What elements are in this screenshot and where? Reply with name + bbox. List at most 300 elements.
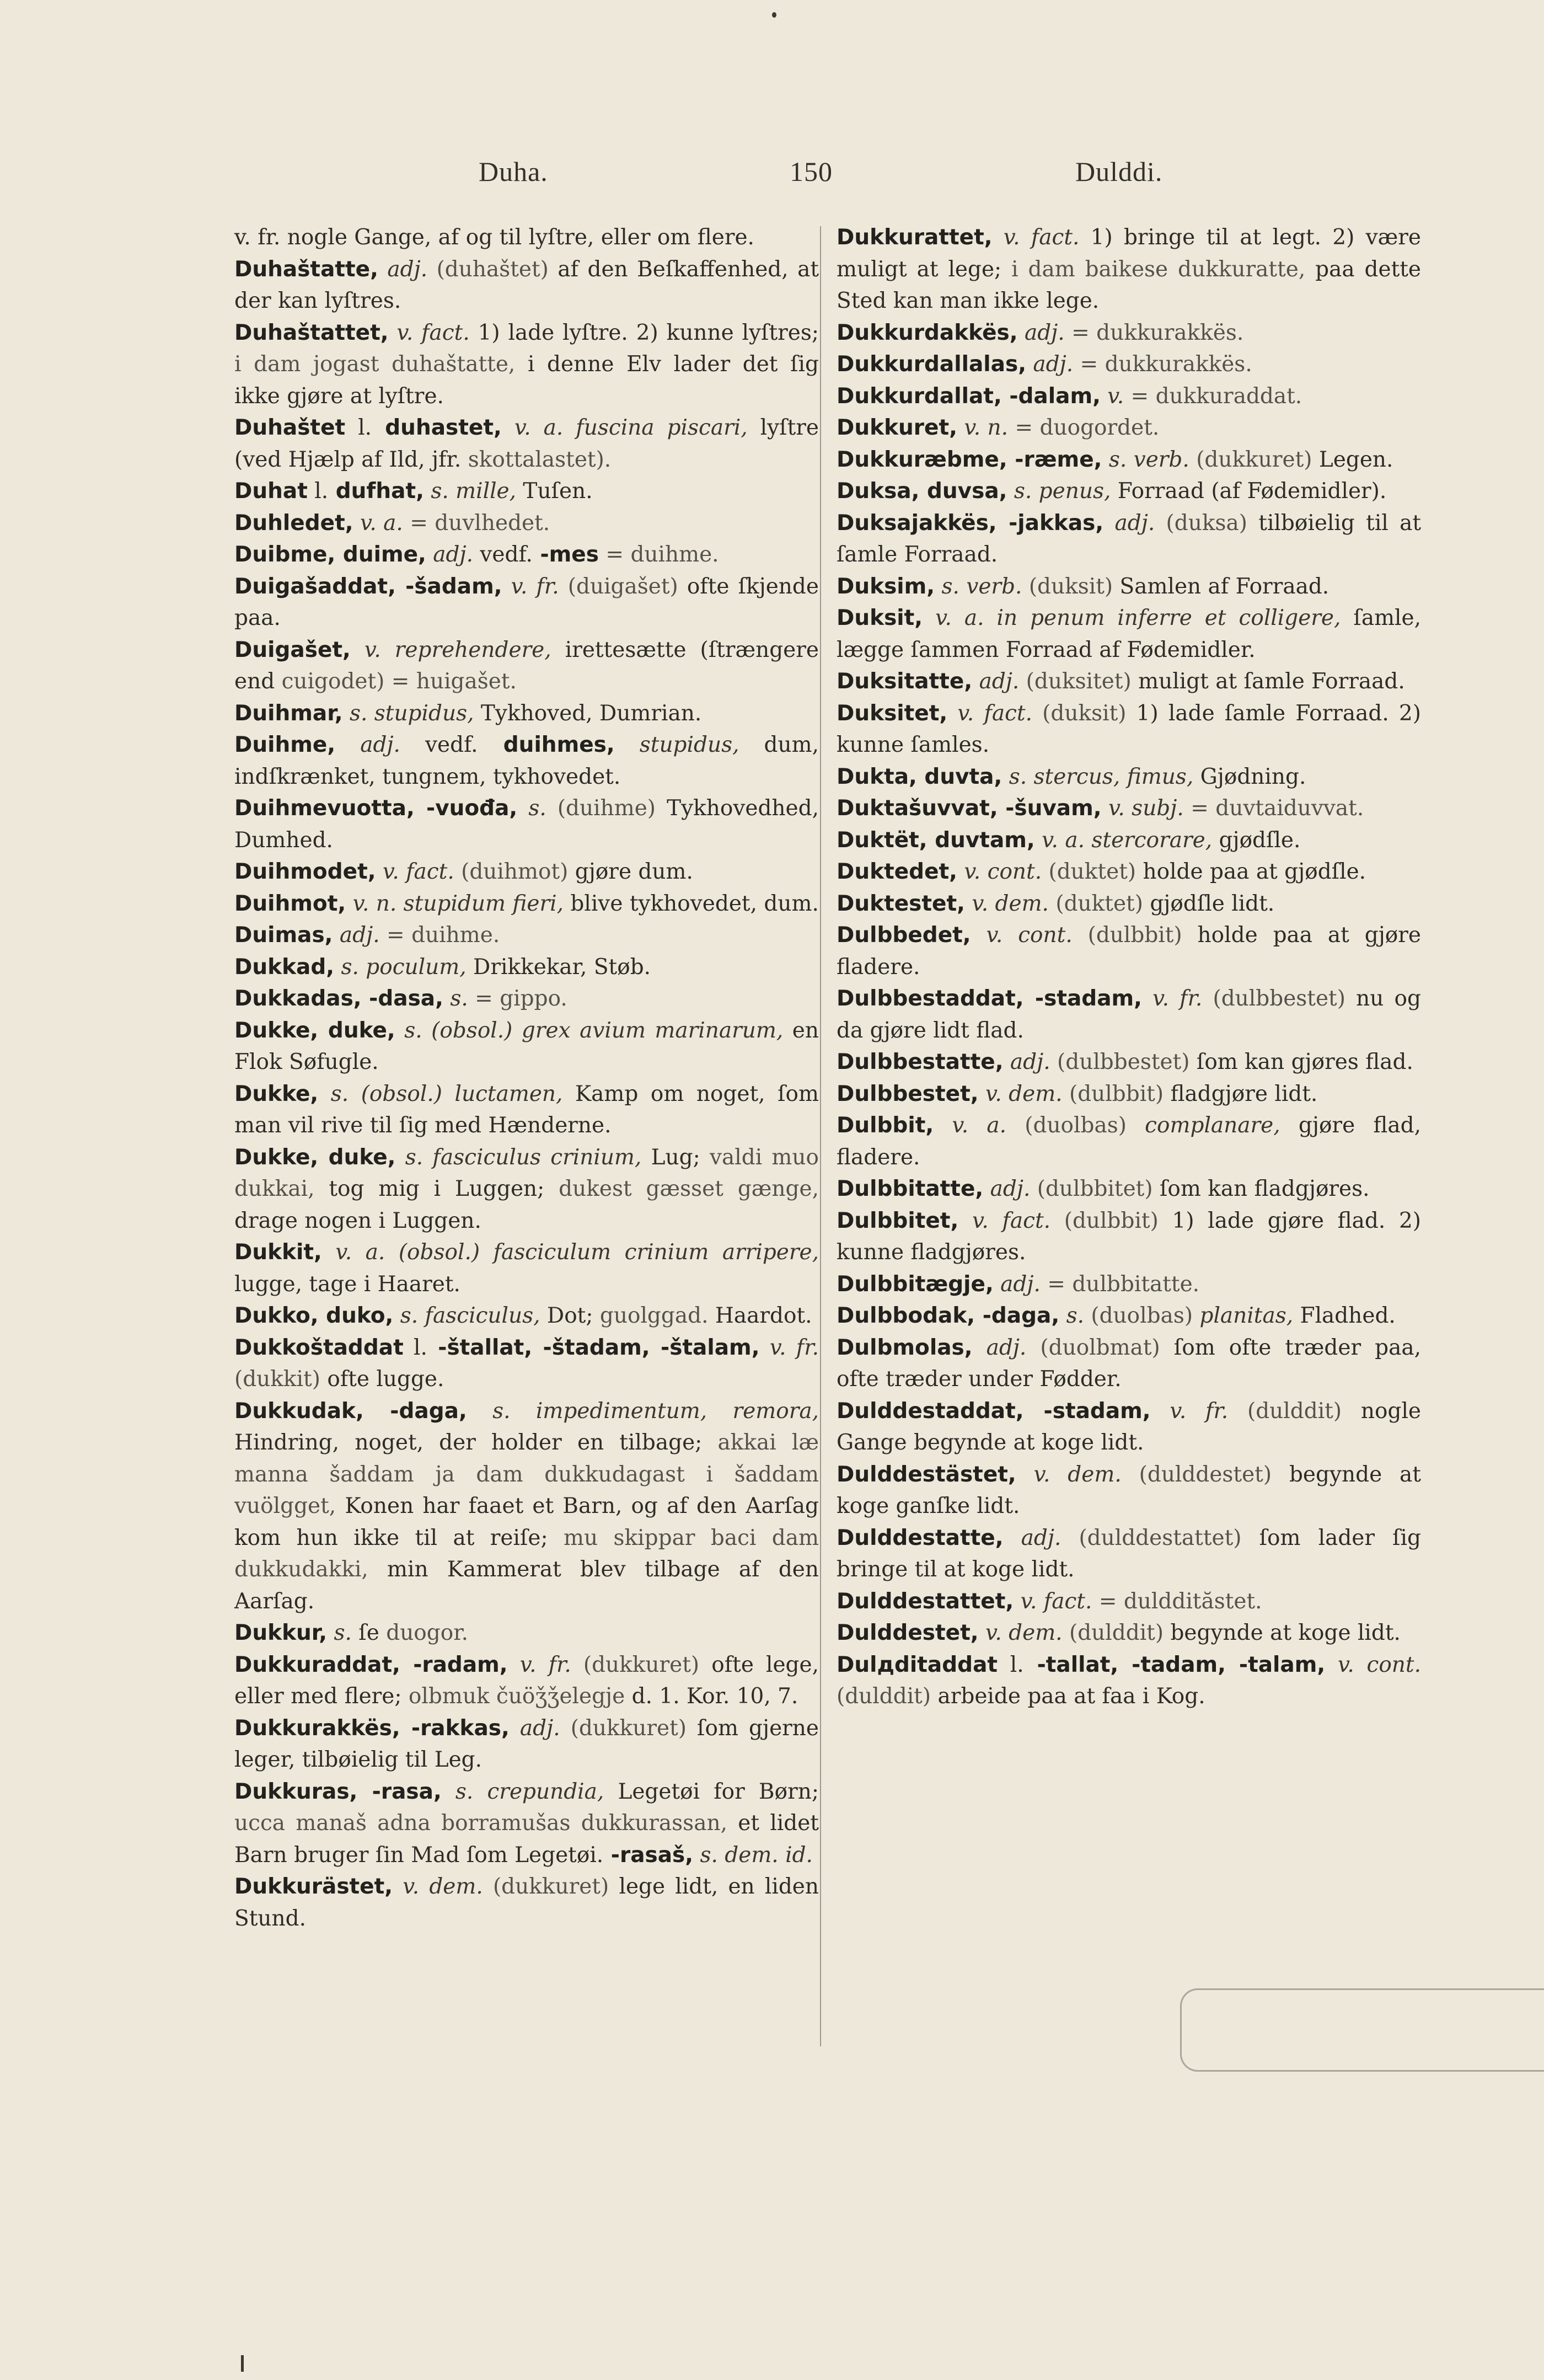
entry-headword: -štallat, -štadam, -štalam,: [427, 1335, 760, 1360]
dictionary-entry: [837, 666, 1421, 698]
entry-text: nogle Gange, af og til lyſtre, eller om flere.: [280, 225, 754, 250]
dictionary-entry: [234, 1776, 819, 1871]
entry-grammar: v. fact.: [376, 859, 454, 884]
dictionary-entry: [837, 1078, 1421, 1110]
entry-grammar: s. impedimentum, remora,: [467, 1398, 819, 1424]
entry-headword: Dulbbit,: [837, 1113, 934, 1138]
entry-lappish-text: (dulbbit): [1072, 923, 1182, 948]
dictionary-entry: [837, 1300, 1421, 1332]
entry-grammar: s. penus,: [1007, 479, 1111, 504]
entry-text: tilbøielig til at ſamle Forraad.: [837, 510, 1422, 567]
entry-headword: Dukkurattet,: [837, 225, 993, 250]
entry-grammar: s.: [327, 1620, 352, 1645]
dictionary-entry: [837, 1459, 1421, 1522]
dictionary-entry: [837, 1586, 1421, 1618]
entry-grammar: adj.: [1003, 1050, 1050, 1074]
entry-lappish-text: (dulddit): [837, 1684, 931, 1709]
entry-text: drage nogen i Luggen.: [234, 1208, 481, 1233]
entry-grammar: v. dem.: [393, 1874, 483, 1899]
entry-text: l.: [345, 415, 372, 440]
entry-text: Legetøi for Børn;: [604, 1779, 819, 1804]
entry-text: ſamle, lægge ſammen Forraad af Fødemidler.: [837, 606, 1422, 662]
entry-headword: Duktašuvvat, -šuvam,: [837, 796, 1102, 821]
entry-headword: Duigašet,: [234, 637, 351, 662]
entry-headword: Duksitet,: [837, 700, 948, 726]
entry-headword: dufhat,: [328, 479, 424, 504]
entry-grammar: v. fr.: [507, 1652, 571, 1677]
entry-lappish-text: = gippo.: [468, 986, 567, 1011]
dictionary-entry: [837, 1395, 1421, 1459]
entry-grammar: adj.: [426, 542, 473, 567]
entry-headword: Duktestet,: [837, 891, 965, 916]
entry-headword: Dukkurdallalas,: [837, 352, 1027, 377]
entry-headword: Dukkuræbme, -ræme,: [837, 447, 1102, 472]
dictionary-entry: [234, 888, 819, 920]
entry-text: nogle Gange begynde at koge lidt.: [837, 1398, 1421, 1455]
header-left-guideword: Duha.: [479, 156, 548, 187]
entry-lappish-text: valdi muo dukkai,: [234, 1144, 819, 1201]
entry-headword: Dulbbitet,: [837, 1208, 959, 1233]
entry-grammar: s. fasciculus crinium,: [395, 1144, 642, 1170]
entry-grammar: v. dem.: [964, 891, 1049, 916]
entry-lappish-text: = dukkurakkës.: [1073, 352, 1252, 377]
entry-headword: Dukke,: [234, 1081, 319, 1106]
page-corner-mark: [1180, 1988, 1544, 2072]
margin-speck: [241, 2355, 244, 2372]
entry-text: tog mig i Luggen;: [314, 1176, 545, 1201]
entry-text: ofte lege, eller med flere;: [234, 1652, 819, 1709]
entry-grammar: adj.: [509, 1715, 560, 1741]
entry-lappish-text: (duksitet): [1019, 669, 1132, 694]
entry-lappish-text: (dulddit): [1062, 1620, 1164, 1645]
dictionary-entry: [837, 1110, 1421, 1173]
entry-grammar: v. dem.: [978, 1620, 1063, 1645]
entry-text: gjødſle.: [1212, 827, 1301, 853]
entry-text: Haardot.: [708, 1303, 812, 1328]
entry-lappish-text: = duvlhedet.: [403, 510, 550, 536]
entry-lappish-text: (dulbbitet): [1030, 1176, 1153, 1201]
entry-lappish-text: dukest gæsset gænge,: [544, 1176, 819, 1201]
entry-grammar: v. n. stupidum fieri,: [346, 891, 564, 916]
entry-lappish-text: (duktet): [1042, 859, 1136, 884]
dictionary-entry: [234, 1713, 819, 1776]
entry-lappish-text: = duvtaiduvvat.: [1183, 796, 1364, 821]
entry-headword: Dukkurästet,: [234, 1874, 393, 1899]
entry-lappish-text: (dulddestet): [1121, 1462, 1272, 1487]
entry-grammar: v. a. in penum inferre et colligere,: [923, 606, 1341, 630]
entry-grammar: v. fr.: [1141, 986, 1203, 1011]
entry-headword: Dulddestaddat, -stadam,: [837, 1398, 1151, 1424]
entry-headword: Duimas,: [234, 923, 333, 948]
entry-text: ſom kan gjøres flad.: [1189, 1050, 1413, 1074]
entry-headword: Dukkurakkës, -rakkas,: [234, 1715, 510, 1741]
page-header: [0, 156, 1544, 194]
entry-text: af den Beſkaffenhed, at der kan lyſtres.: [234, 256, 819, 313]
dictionary-entry: [837, 919, 1421, 983]
entry-headword: Dukke, duke,: [234, 1018, 395, 1043]
entry-text: blive tykhovedet, dum.: [564, 891, 819, 916]
dictionary-entry: [234, 919, 819, 951]
entry-headword: -rasaš,: [603, 1842, 694, 1868]
entry-lappish-text: = dukkurakkës.: [1064, 320, 1244, 345]
dictionary-entry: [234, 571, 819, 634]
dictionary-entry: [234, 698, 819, 730]
entry-text: holde paa at gjøre fladere.: [837, 923, 1421, 980]
entry-headword: duihmes,: [478, 732, 615, 757]
entry-grammar: v. fact.: [992, 225, 1080, 250]
dictionary-entry: [837, 349, 1421, 381]
entry-text: Legen.: [1312, 447, 1393, 472]
dictionary-entry: [234, 1015, 819, 1078]
entry-text: 1) lade gjøre flad. 2) kunne fladgjøres.: [837, 1208, 1422, 1265]
entry-text: en Flok Søfugle.: [234, 1018, 819, 1074]
entry-lappish-text: (dukkuret): [1189, 447, 1312, 472]
entry-headword: Dulbbestatte,: [837, 1050, 1004, 1074]
entry-grammar: s.: [443, 986, 468, 1011]
entry-lappish-text: (duktet): [1048, 891, 1143, 916]
entry-grammar: s. verb.: [1102, 447, 1189, 472]
entry-headword: Dukkudak, -daga,: [234, 1398, 467, 1424]
entry-lappish-text: = dulddităstet.: [1092, 1589, 1262, 1614]
entry-headword: Duhat: [234, 479, 308, 504]
dictionary-entry: [234, 1300, 819, 1332]
dictionary-entry: [837, 602, 1421, 666]
entry-headword: Dukkoštaddat: [234, 1335, 404, 1360]
dictionary-entry: [234, 254, 819, 317]
entry-headword: Duihmevuotta, -vuođa,: [234, 796, 518, 821]
entry-grammar: adj.: [993, 1271, 1041, 1297]
entry-headword: Dulдditaddat: [837, 1652, 998, 1677]
entry-text: Lug;: [641, 1144, 700, 1170]
entry-headword: Dulbbestet,: [837, 1081, 979, 1106]
entry-text: vedf.: [473, 542, 533, 567]
entry-text: d. 1. Kor. 10, 7.: [625, 1684, 798, 1709]
entry-text: nu og da gjøre lidt flad.: [837, 986, 1421, 1043]
entry-text: paa dette Sted kan man ikke lege.: [837, 256, 1421, 313]
dictionary-entry: [837, 444, 1421, 476]
entry-lappish-text: = duihme.: [379, 923, 500, 948]
entry-text: l.: [403, 1335, 427, 1360]
entry-grammar: v. a. (obsol.) fasciculum crinium arripere,: [321, 1240, 819, 1265]
entry-grammar: v. fact.: [947, 700, 1032, 726]
entry-headword: Duihmot,: [234, 891, 346, 916]
entry-text: muligt at ſamle Forraad.: [1131, 669, 1405, 694]
entry-headword: Duksit,: [837, 606, 923, 630]
entry-headword: Dulbbodak, -daga,: [837, 1303, 1060, 1328]
entry-grammar: v. fr.: [502, 574, 559, 599]
dictionary-entry: [837, 825, 1421, 857]
entry-text: Tykhoved, Dumrian.: [474, 700, 702, 726]
dictionary-entry: [234, 983, 819, 1015]
entry-headword: Dukkadas, -dasa,: [234, 986, 443, 1011]
dictionary-entry: [234, 1649, 819, 1713]
entry-lappish-text: ucca manaš adna borramušas dukkurassan,: [234, 1811, 727, 1836]
entry-text: dum, indſkrænket, tungnem, tykhovedet.: [234, 732, 819, 789]
entry-headword: Dukkurdallat, -dalam,: [837, 383, 1101, 409]
column-divider: [820, 226, 821, 2046]
dictionary-entry: [234, 951, 819, 983]
dictionary-entry: [837, 1269, 1421, 1301]
entry-headword: Dulddestattet,: [837, 1589, 1014, 1614]
entry-headword: Duksa, duvsa,: [837, 479, 1007, 504]
entry-grammar: v.: [1100, 383, 1124, 409]
entry-grammar: v. a. fuscina piscari,: [501, 415, 748, 440]
entry-lappish-text: (duolbmat): [1026, 1335, 1160, 1360]
entry-headword: Dukke, duke,: [234, 1144, 396, 1170]
entry-text: Dot;: [540, 1303, 593, 1328]
entry-grammar: s.: [517, 796, 546, 821]
dictionary-entry: [837, 1332, 1421, 1395]
entry-grammar: adj.: [333, 923, 380, 948]
entry-text: fladgjøre lidt.: [1164, 1081, 1318, 1106]
entry-headword: Dulbmolas,: [837, 1335, 973, 1360]
entry-lappish-text: (duihmot): [454, 859, 569, 884]
dictionary-entry: [234, 634, 819, 698]
header-right-guideword: Dulddi.: [1075, 156, 1163, 187]
entry-grammar: adj.: [1026, 352, 1074, 377]
entry-headword: Duihmodet,: [234, 859, 376, 884]
dictionary-entry: [837, 1617, 1421, 1649]
entry-lappish-text: (dukkuret): [571, 1652, 700, 1677]
dictionary-entry: [234, 507, 819, 539]
entry-text: gjødſle lidt.: [1143, 891, 1275, 916]
entry-grammar: s. stupidus,: [342, 700, 474, 726]
entry-headword: Dulbbedet,: [837, 923, 971, 948]
entry-lappish-text: guolggad.: [593, 1303, 709, 1328]
entry-grammar: s. (obsol.) grex avium marinarum,: [395, 1018, 784, 1043]
entry-grammar: v. subj.: [1101, 796, 1184, 821]
entry-text: ſe: [351, 1620, 379, 1645]
dictionary-entry: [837, 381, 1421, 413]
entry-text: arbeide paa at faa i Kog.: [931, 1684, 1205, 1709]
entry-text: Kamp om noget, ſom man vil rive til ſig med Hænderne.: [234, 1081, 819, 1138]
entry-text: l.: [998, 1652, 1024, 1677]
dictionary-entry: [837, 793, 1421, 825]
entry-headword: Duibme, duime,: [234, 542, 426, 567]
entry-text: Forraad (af Fødemidler).: [1111, 479, 1387, 504]
entry-text: ſom kan fladgjøres.: [1152, 1176, 1370, 1201]
entry-grammar: complanare,: [1126, 1113, 1280, 1138]
entry-lappish-text: duogor.: [379, 1620, 468, 1645]
dictionary-entry: [837, 222, 1421, 317]
entry-text: ofte ſkjende paa.: [234, 574, 819, 630]
entry-text: gjøre flad, fladere.: [837, 1113, 1421, 1170]
dictionary-entry: [837, 983, 1421, 1046]
entry-lappish-text: = duihme.: [598, 542, 719, 567]
dictionary-entry: [234, 1871, 819, 1934]
entry-text: v. fr.: [234, 225, 281, 250]
entry-grammar: adj.: [335, 732, 400, 757]
entry-grammar: adj.: [1017, 320, 1065, 345]
entry-headword: -tallat, -tadam, -talam,: [1023, 1652, 1326, 1677]
entry-headword: duhastet,: [372, 415, 502, 440]
entry-lappish-text: (dulbbit): [1050, 1208, 1159, 1233]
entry-headword: Dukkuret,: [837, 415, 957, 440]
entry-headword: Dukko, duko,: [234, 1303, 394, 1328]
entry-headword: -mes: [532, 542, 599, 567]
entry-grammar: adj.: [972, 1335, 1027, 1360]
entry-lappish-text: (duolbas): [1006, 1113, 1127, 1138]
dictionary-entry: [837, 856, 1421, 888]
entry-text: Konen har faaet et Barn, og af den Aarſag kom hun ikke til at reiſe;: [234, 1494, 819, 1550]
entry-grammar: v. n.: [957, 415, 1009, 440]
entry-lappish-text: (duolbas): [1084, 1303, 1193, 1328]
entry-text: gjøre dum.: [568, 859, 693, 884]
dictionary-entry: [837, 1046, 1421, 1078]
entry-lappish-text: (duhaštet): [427, 256, 549, 282]
dictionary-entry: [837, 761, 1421, 793]
entry-text: Fladhed.: [1293, 1303, 1396, 1328]
entry-headword: Dukta, duvta,: [837, 764, 1002, 789]
entry-text: et lidet Barn bruger ſin Mad ſom Legetøi.: [234, 1811, 819, 1868]
entry-lappish-text: olbmuk čuöǯǯelegje: [401, 1684, 625, 1709]
entry-lappish-text: (duihme): [546, 796, 656, 821]
entry-grammar: s. crepundia,: [441, 1779, 604, 1804]
entry-headword: Duhaštet: [234, 415, 346, 440]
entry-lappish-text: (dulddit): [1228, 1398, 1342, 1424]
entry-grammar: adj.: [378, 256, 428, 282]
entry-lappish-text: = dukkuraddat.: [1124, 383, 1302, 409]
entry-lappish-text: (dukkit): [234, 1367, 320, 1392]
entry-headword: Duksajakkës, -jakkas,: [837, 510, 1104, 536]
entry-grammar: s. fasciculus,: [393, 1303, 540, 1328]
dictionary-entry: [837, 507, 1421, 571]
entry-grammar: v. reprehendere,: [350, 637, 551, 662]
entry-headword: Duihme,: [234, 732, 336, 757]
entry-lappish-text: (dulbbestet): [1050, 1050, 1190, 1074]
entry-grammar: v. a. stercorare,: [1034, 827, 1213, 853]
entry-text: ſom ofte træder paa, ofte træder under Fødder.: [837, 1335, 1422, 1392]
dictionary-entry: [837, 317, 1421, 349]
entry-text: begynde at koge lidt.: [1164, 1620, 1401, 1645]
right-column: [837, 222, 1421, 1713]
entry-lappish-text: (duksa): [1155, 510, 1247, 536]
entry-headword: Duhaštatte,: [234, 256, 378, 282]
entry-headword: Duktët, duvtam,: [837, 827, 1035, 853]
entry-headword: Dulbbitatte,: [837, 1176, 984, 1201]
entry-headword: Dulbbestaddat, -stadam,: [837, 986, 1142, 1011]
entry-grammar: adj.: [1103, 510, 1155, 536]
entry-text: Drikkekar, Støb.: [466, 954, 651, 980]
dictionary-entry: [234, 856, 819, 888]
dictionary-entry: [234, 412, 819, 475]
dictionary-entry: [837, 1649, 1421, 1713]
entry-text: l.: [307, 479, 329, 504]
dictionary-entry: [234, 1395, 819, 1618]
entry-lappish-text: i dam jogast duhaštatte,: [234, 352, 516, 377]
entry-text: lugge, tage i Haaret.: [234, 1271, 460, 1297]
entry-headword: Duhledet,: [234, 510, 353, 536]
entry-headword: Dukkad,: [234, 954, 335, 980]
entry-text: min Kammerat blev tilbage af den Aarſag.: [234, 1557, 819, 1614]
dictionary-entry: [234, 475, 819, 507]
entry-lappish-text: (dukkuret): [560, 1715, 687, 1741]
entry-text: ofte lugge.: [320, 1367, 444, 1392]
dictionary-entry: [234, 1237, 819, 1300]
entry-grammar: adj.: [983, 1176, 1031, 1201]
entry-lappish-text: akkai læ manna šaddam ja dam dukkudagast i šaddam vuölgget,: [234, 1430, 819, 1518]
entry-headword: Duihmar,: [234, 700, 343, 726]
dictionary-entry: [837, 412, 1421, 444]
dictionary-entry: [837, 888, 1421, 920]
entry-text: begynde at koge ganſke lidt.: [837, 1462, 1421, 1518]
entry-text: ſom gjerne leger, tilbøielig til Leg.: [234, 1715, 819, 1772]
entry-headword: Dukkuraddat, -radam,: [234, 1652, 508, 1677]
entry-grammar: v. cont.: [957, 859, 1042, 884]
entry-lappish-text: cuigodet) = huigašet.: [275, 669, 517, 694]
entry-text: vedf.: [400, 732, 478, 757]
entry-grammar: v. fact.: [958, 1208, 1051, 1233]
entry-headword: Dulddestet,: [837, 1620, 979, 1645]
dictionary-entry: [234, 1142, 819, 1237]
entry-headword: Duigašaddat, -šadam,: [234, 574, 502, 599]
entry-grammar: v. dem.: [1016, 1462, 1122, 1487]
dictionary-entry: [234, 729, 819, 793]
entry-grammar: adj.: [972, 669, 1020, 694]
entry-lappish-text: (duksit): [1022, 574, 1113, 599]
entry-grammar: v. dem.: [978, 1081, 1063, 1106]
entry-grammar: stupidus,: [614, 732, 739, 757]
entry-grammar: v. a.: [934, 1113, 1007, 1138]
entry-grammar: s. mille,: [423, 479, 517, 504]
dictionary-entry: [234, 222, 819, 254]
entry-text: ſom lader ſig bringe til at koge lidt.: [837, 1525, 1421, 1582]
entry-grammar: s. verb.: [935, 574, 1022, 599]
entry-lappish-text: (dulbbit): [1062, 1081, 1164, 1106]
entry-grammar: s. (obsol.) luctamen,: [318, 1081, 563, 1106]
entry-text: Tykhovedhed, Dumhed.: [234, 796, 819, 853]
entry-text: 1) bringe til at legt. 2) være muligt at lege;: [837, 225, 1422, 282]
entry-headword: Dukkur,: [234, 1620, 328, 1645]
left-column: [234, 222, 819, 1934]
entry-grammar: v. fact.: [388, 320, 470, 345]
page-number: 150: [790, 156, 833, 187]
entry-headword: Duhaštattet,: [234, 320, 389, 345]
entry-grammar: s.: [1059, 1303, 1084, 1328]
entry-lappish-text: = dulbbitatte.: [1040, 1271, 1200, 1297]
entry-text: i denne Elv lader det ſig ikke gjøre at lyſtre.: [234, 352, 819, 409]
entry-grammar: v. fr.: [1150, 1398, 1229, 1424]
entry-text: Tuſen.: [516, 479, 593, 504]
dictionary-entry: [837, 571, 1421, 603]
entry-text: Hindring, noget, der holder en tilbage;: [234, 1430, 703, 1455]
entry-headword: Duksim,: [837, 574, 935, 599]
dictionary-entry: [234, 317, 819, 413]
entry-headword: Dukkit,: [234, 1240, 322, 1265]
entry-lappish-text: i dam baikese dukkuratte,: [1001, 256, 1306, 282]
dictionary-entry: [234, 1332, 819, 1395]
entry-headword: Dukkuras, -rasa,: [234, 1779, 442, 1804]
entry-grammar: planitas,: [1193, 1303, 1294, 1328]
entry-text: lyſtre (ved Hjælp af Ild, jfr.: [234, 415, 819, 472]
entry-lappish-text: mu skippar baci dam dukkudakki,: [234, 1525, 819, 1582]
entry-text: 1) lade lyſtre. 2) kunne lyſtres;: [469, 320, 819, 345]
dictionary-entry: [837, 1205, 1421, 1269]
dictionary-entry: [234, 1617, 819, 1649]
entry-lappish-text: skottalastet).: [461, 447, 612, 472]
entry-grammar: adj.: [1003, 1525, 1062, 1550]
dictionary-entry: [234, 793, 819, 856]
entry-lappish-text: = duogordet.: [1008, 415, 1160, 440]
print-speck: [772, 12, 776, 18]
entry-lappish-text: (dukkuret): [482, 1874, 609, 1899]
entry-lappish-text: (dulbbestet): [1202, 986, 1345, 1011]
entry-grammar: s. stercus, fimus,: [1002, 764, 1194, 789]
entry-grammar: s. poculum,: [334, 954, 467, 980]
dictionary-entry: [837, 698, 1421, 761]
entry-headword: Dulddestatte,: [837, 1525, 1004, 1550]
entry-grammar: s. dem. id.: [693, 1842, 813, 1868]
